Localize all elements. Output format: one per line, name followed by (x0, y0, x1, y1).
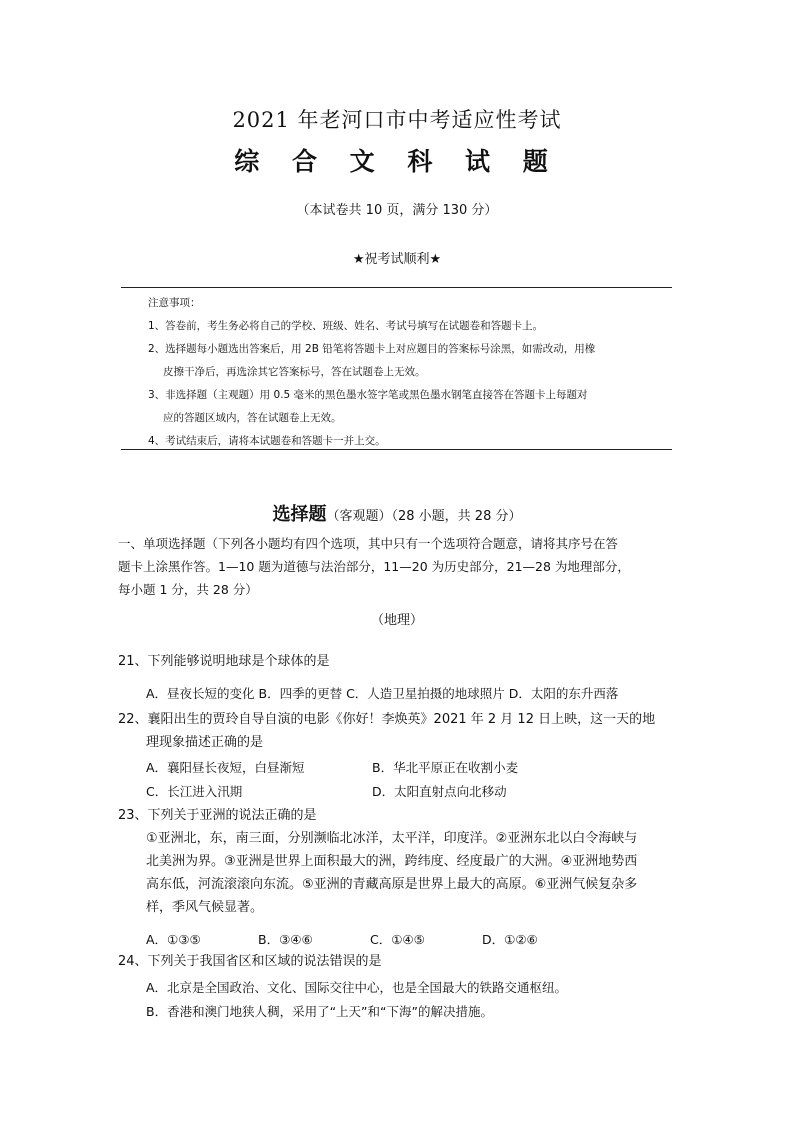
question-text: 高东低，河流滚滚向东流。⑤亚洲的青藏高原是世界上最大的高原。⑥亚洲气候复杂多 (146, 877, 638, 892)
question-24-option-a: A．北京是全国政治、文化、国际交往中心，也是全国最大的铁路交通枢纽。 (146, 980, 568, 995)
exam-subtitle: 综 合 文 科 试 题 (234, 147, 560, 176)
subject-label: （地理） (370, 613, 423, 628)
question-stem: 22、襄阳出生的贾玲自导自演的电影《你好！李焕英》2021 年 2 月 12 日上映，这一天的地 (118, 712, 656, 727)
question-stem: 理现象描述正确的是 (146, 735, 264, 750)
notice-top-rule (121, 287, 672, 288)
notice-bottom-rule (121, 449, 672, 450)
section-title-main: 选择题 (272, 504, 327, 525)
exam-note: （本试卷共 10 页，满分 130 分） (296, 203, 498, 218)
notice-item: 4、考试结束后，请将本试题卷和答题卡一并上交。 (148, 435, 386, 447)
question-21-options: A．昼夜长短的变化 B．四季的更替 C．人造卫星拍摄的地球照片 D．太阳的东升西落 (146, 686, 619, 701)
instruction-line: 每小题 1 分，共 28 分） (118, 582, 258, 597)
instruction-line: 一、单项选择题（下列各小题均有四个选项，其中只有一个选项符合题意，请将其序号在答 (118, 536, 619, 551)
option-a: A．①③⑤ (146, 932, 201, 947)
question-21 (118, 650, 678, 673)
question-22 (118, 708, 678, 754)
section-instructions (118, 532, 678, 601)
question-text: ①亚洲北，东，南三面，分别濒临北冰洋，太平洋，印度洋。②亚洲东北以白令海峡与 (146, 831, 638, 846)
option-c: C．①④⑤ (370, 932, 425, 947)
notice-item: 应的答题区域内，答在试题卷上无效。 (163, 412, 342, 424)
option-a: A．襄阳昼长夜短，白昼渐短 (146, 760, 305, 775)
exam-wish: ★祝考试顺利★ (352, 252, 442, 267)
notice-item: 皮擦干净后，再选涂其它答案标号，答在试题卷上无效。 (163, 366, 426, 378)
exam-title: 2021 年老河口市中考适应性考试 (232, 108, 562, 132)
question-stem: 24、下列关于我国省区和区域的说法错误的是 (118, 954, 382, 969)
instruction-line: 题卡上涂黑作答。1—10 题为道德与法治部分，11—20 为历史部分，21—28 为地理部分， (118, 559, 630, 574)
question-24 (118, 950, 678, 973)
question-24-option-b: B．香港和澳门地狭人稠，采用了“上天”和“下海”的解决措施。 (146, 1004, 493, 1019)
notice-item: 2、选择题每小题选出答案后，用 2B 铅笔将答题卡上对应题目的答案标号涂黑，如需改动，用橡 (148, 343, 596, 355)
question-23-options (146, 930, 538, 948)
question-22-options-row2 (146, 782, 507, 800)
question-text: 北美洲为界。③亚洲是世界上面积最大的洲，跨纬度、经度最广的大洲。④亚洲地势西 (146, 854, 638, 869)
section-title (0, 500, 794, 526)
notice-item: 3、非选择题（主观题）用 0.5 毫米的黑色墨水签字笔或黑色墨水钢笔直接答在答题卡上每题对 (148, 389, 588, 401)
notice-heading: 注意事项： (148, 297, 201, 309)
option-c: C．长江进入汛期 (146, 784, 243, 799)
section-title-detail: （客观题）（28 小题，共 28 分） (326, 509, 522, 524)
notice-box (148, 292, 668, 453)
notice-item: 1、答卷前，考生务必将自己的学校、班级、姓名、考试号填写在试题卷和答题卡上。 (148, 320, 544, 332)
option-b: B．华北平原正在收割小麦 (372, 760, 519, 775)
question-stem: 21、下列能够说明地球是个球体的是 (118, 654, 330, 669)
question-22-options-row1 (146, 758, 518, 776)
question-text: 样，季风气候显著。 (146, 900, 264, 915)
question-23 (118, 804, 678, 919)
question-stem: 23、下列关于亚洲的说法正确的是 (118, 808, 317, 823)
option-d: D．太阳直射点向北移动 (372, 784, 507, 799)
option-d: D．①②⑥ (482, 932, 538, 947)
option-b: B．③④⑥ (258, 932, 313, 947)
